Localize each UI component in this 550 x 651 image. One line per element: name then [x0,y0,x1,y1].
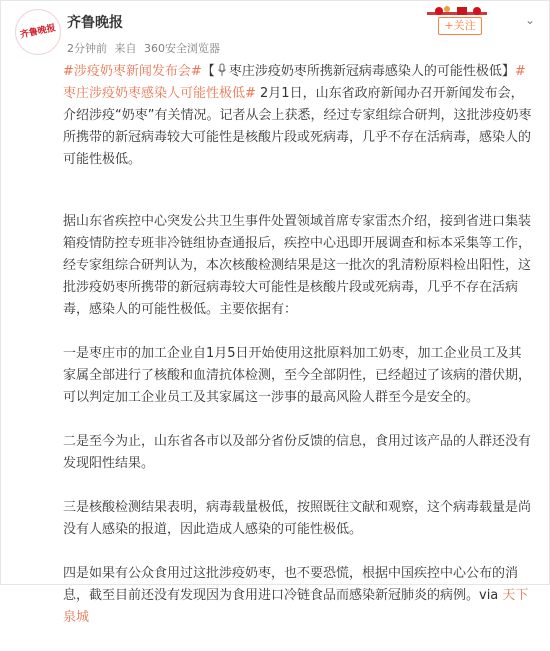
post-paragraph-3: 一是枣庄市的加工企业自1月5日开始使用这批原料加工奶枣，加工企业员工及其家属全部进行了核酸和血清抗体检测，至今全部阴性，已经超过了该病的潜伏期，可以判定加工企业员工及其家属这一涉事的最高风险人群至今是安全的。 [63,346,532,405]
hashtag-link[interactable]: #涉疫奶枣新闻发布会# [63,64,202,79]
author-name[interactable]: 齐鲁晚报 [67,15,123,31]
post-paragraph-1 [63,61,533,171]
follow-button[interactable]: +关注 [438,17,482,35]
body-text: 有关情况。记者从会上获悉，经过专家组综合研判，这批涉疫奶枣所携带的新冠病毒较大可能性是核酸片段或死病毒，几乎不存在活病毒，感染人的可能性极低。 [63,108,532,167]
post-meta [67,40,224,56]
microphone-icon [217,63,227,77]
quoted-term: “奶枣” [115,108,155,123]
post-body [63,61,533,651]
chevron-down-icon[interactable]: ⌄ [524,13,536,27]
headline-text: 枣庄涉疫奶枣所携新冠病毒感染人的可能性极低 [228,64,502,79]
source-prefix: 来自 [114,42,137,55]
avatar-logo: 齐鲁晚报 [14,8,61,55]
hashtag-link[interactable]: #枣庄涉疫奶枣感染人可能性极低# [63,64,526,101]
bracket-open: 【 [201,64,215,79]
bracket-close: 】 [501,64,515,79]
post-paragraph-4: 二是至今为止，山东省各市以及部分省份反馈的信息，食用过该产品的人群还没有发现阳性结果。 [63,434,532,471]
post-source: 360安全浏览器 [144,42,220,55]
post-paragraph-5: 三是核酸检测结果表明，病毒载量极低，按照既往文献和观察，这个病毒载量是尚没有人感染的报道，因此造成人感染的可能性极低。 [63,500,532,537]
post-time[interactable]: 2分钟前 [67,42,107,55]
body-text: 四是如果有公众食用过这批涉疫奶枣，也不要恐慌，根据中国疾控中心公布的消息，截至目前还没有发现因为食用进口冷链食品而感染新冠肺炎的病例。via [63,566,519,603]
body-text: 2月1日，山东省政府新闻办召开新闻发布会，介绍涉疫 [63,86,524,123]
post-paragraph-6 [63,563,533,629]
post-paragraph-2: 据山东省疾控中心突发公共卫生事件处置领域首席专家雷杰介绍，接到省进口集装箱疫情防控专班非冷链组协查通报后，疾控中心迅即开展调查和标本采集等工作，经专家组综合研判认为，本次核酸检测结果是这一批次的乳清粉原料检出阳性，这批涉疫奶枣所携带的新冠病毒较大可能性是核酸片段或死病毒，几乎不存在活病毒，感染人的可能性极低。主要依据有： [63,214,532,317]
via-link[interactable]: 天下泉城 [63,588,529,625]
avatar[interactable] [15,9,61,55]
